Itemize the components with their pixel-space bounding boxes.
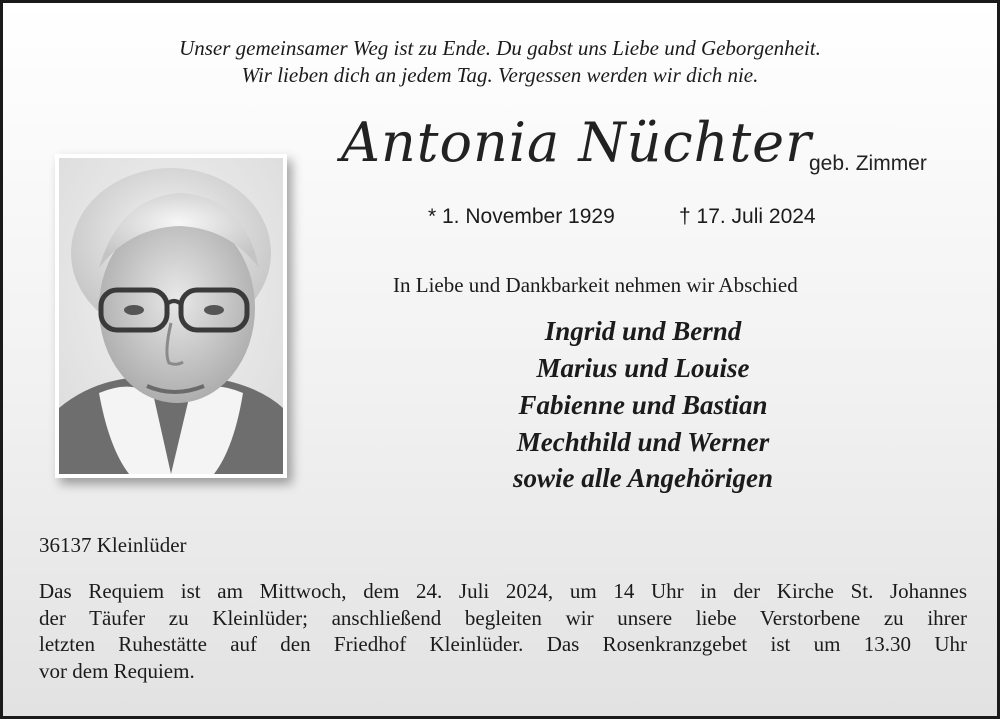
funeral-notice	[39, 578, 967, 684]
notice-line-4: vor dem Requiem.	[39, 658, 195, 683]
family-line-4: Mechthild und Werner	[516, 427, 770, 457]
portrait-photo	[55, 154, 287, 478]
motto-line-1: Unser gemeinsamer Weg ist zu Ende. Du gabst uns Liebe und Geborgenheit.	[179, 36, 821, 60]
deceased-name: Antonia Nüchter	[341, 111, 812, 174]
motto-line-2: Wir lieben dich an jedem Tag. Vergessen werden wir dich nie.	[241, 63, 759, 87]
notice-line-1: Das Requiem ist am Mittwoch, dem 24. Juli 2024, um 14 Uhr in der Kirche St. Johannes	[39, 579, 967, 603]
family-line-2: Marius und Louise	[536, 353, 750, 383]
farewell-line: In Liebe und Dankbarkeit nehmen wir Abschied	[393, 273, 798, 297]
notice-line-2: der Täufer zu Kleinlüder; anschließend begleiten wir unsere liebe Verstorbene zu ihrer	[39, 605, 967, 630]
portrait-image	[59, 158, 283, 474]
family-line-5: sowie alle Angehörigen	[512, 463, 774, 493]
notice-line-3: letzten Ruhestätte auf den Friedhof Kleinlüder. Das Rosenkranzgebet ist um 13.30 Uhr	[39, 632, 967, 656]
death-date: † 17. Juli 2024	[679, 205, 816, 228]
family-line-1: Ingrid und Bernd	[544, 316, 742, 346]
family-line-3: Fabienne und Bastian	[518, 390, 768, 420]
maiden-name: geb. Zimmer	[809, 152, 927, 175]
place: 36137 Kleinlüder	[39, 533, 187, 557]
birth-date: * 1. November 1929	[428, 205, 615, 228]
